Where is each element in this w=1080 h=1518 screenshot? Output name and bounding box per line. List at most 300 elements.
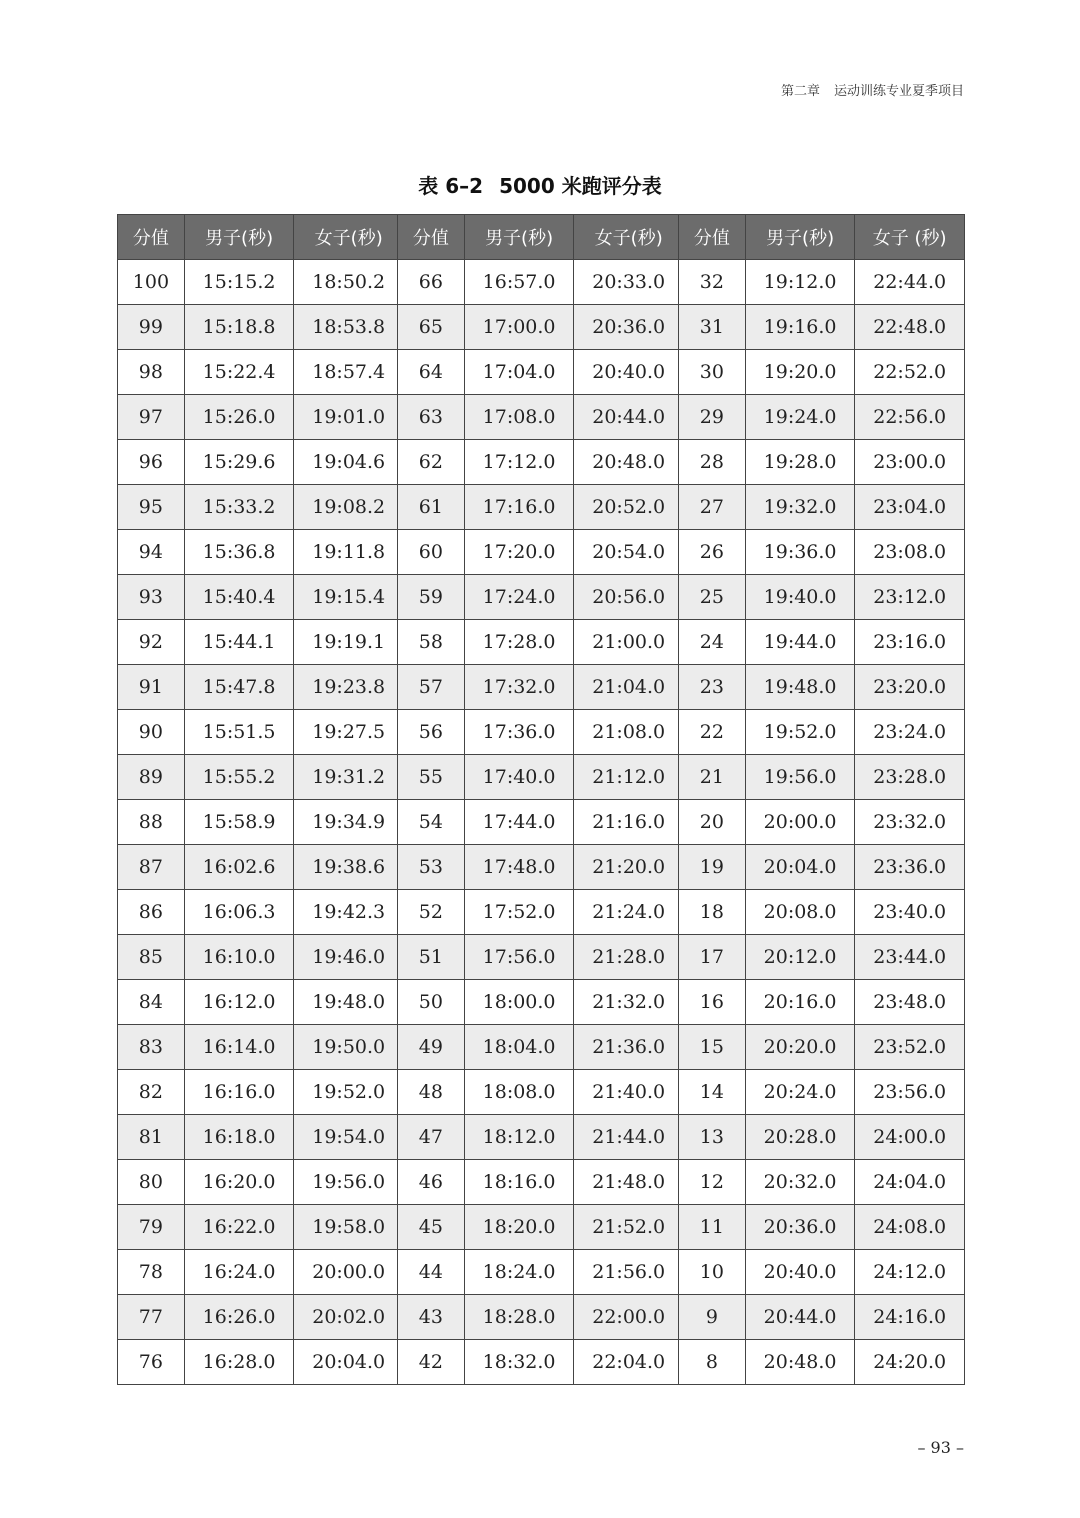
table-row xyxy=(398,575,684,620)
men-time-cell: 17:36.0 xyxy=(464,710,574,755)
women-time-cell: 24:00.0 xyxy=(855,1115,965,1160)
women-time-cell: 19:48.0 xyxy=(294,980,404,1025)
table-row xyxy=(679,665,965,710)
women-time-cell: 18:53.8 xyxy=(294,305,404,350)
table-row xyxy=(398,620,684,665)
men-time-cell: 15:58.9 xyxy=(184,800,294,845)
chapter-label: 第二章 xyxy=(780,84,820,99)
men-time-cell: 15:51.5 xyxy=(184,710,294,755)
score-cell: 56 xyxy=(398,710,465,755)
women-time-cell: 23:28.0 xyxy=(855,755,965,800)
women-time-cell: 20:40.0 xyxy=(574,350,684,395)
women-time-cell: 18:57.4 xyxy=(294,350,404,395)
header-women: 女子(秒) xyxy=(574,215,684,260)
score-cell: 53 xyxy=(398,845,465,890)
women-time-cell: 20:33.0 xyxy=(574,260,684,305)
women-time-cell: 20:36.0 xyxy=(574,305,684,350)
score-cell: 98 xyxy=(118,350,185,395)
table-number: 表 6–2 xyxy=(418,174,484,198)
score-cell: 99 xyxy=(118,305,185,350)
table-row xyxy=(398,350,684,395)
women-time-cell: 21:04.0 xyxy=(574,665,684,710)
women-time-cell: 21:56.0 xyxy=(574,1250,684,1295)
women-time-cell: 24:16.0 xyxy=(855,1295,965,1340)
men-time-cell: 20:08.0 xyxy=(745,890,855,935)
men-time-cell: 19:36.0 xyxy=(745,530,855,575)
women-time-cell: 23:20.0 xyxy=(855,665,965,710)
score-cell: 84 xyxy=(118,980,185,1025)
table-row xyxy=(398,1295,684,1340)
women-time-cell: 19:01.0 xyxy=(294,395,404,440)
table-row xyxy=(118,755,404,800)
men-time-cell: 20:28.0 xyxy=(745,1115,855,1160)
score-cell: 64 xyxy=(398,350,465,395)
women-time-cell: 21:24.0 xyxy=(574,890,684,935)
score-cell: 65 xyxy=(398,305,465,350)
score-cell: 24 xyxy=(679,620,746,665)
women-time-cell: 20:00.0 xyxy=(294,1250,404,1295)
women-time-cell: 23:56.0 xyxy=(855,1070,965,1115)
table-row xyxy=(679,845,965,890)
women-time-cell: 22:44.0 xyxy=(855,260,965,305)
table-row xyxy=(679,1295,965,1340)
women-time-cell: 23:12.0 xyxy=(855,575,965,620)
table-row xyxy=(679,485,965,530)
men-time-cell: 19:28.0 xyxy=(745,440,855,485)
table-row xyxy=(118,1115,404,1160)
women-time-cell: 23:44.0 xyxy=(855,935,965,980)
table-row xyxy=(398,665,684,710)
table-row xyxy=(118,575,404,620)
header-women: 女子 (秒) xyxy=(855,215,965,260)
score-table-block-1 xyxy=(117,214,404,1385)
women-time-cell: 23:00.0 xyxy=(855,440,965,485)
score-cell: 66 xyxy=(398,260,465,305)
table-header-row xyxy=(398,215,684,260)
women-time-cell: 22:52.0 xyxy=(855,350,965,395)
score-cell: 78 xyxy=(118,1250,185,1295)
women-time-cell: 21:12.0 xyxy=(574,755,684,800)
women-time-cell: 23:36.0 xyxy=(855,845,965,890)
men-time-cell: 19:48.0 xyxy=(745,665,855,710)
table-row xyxy=(118,800,404,845)
score-cell: 31 xyxy=(679,305,746,350)
table-row xyxy=(398,530,684,575)
women-time-cell: 19:08.2 xyxy=(294,485,404,530)
men-time-cell: 20:16.0 xyxy=(745,980,855,1025)
table-row xyxy=(398,1025,684,1070)
women-time-cell: 23:04.0 xyxy=(855,485,965,530)
header-men: 男子(秒) xyxy=(464,215,574,260)
score-cell: 95 xyxy=(118,485,185,530)
men-time-cell: 18:20.0 xyxy=(464,1205,574,1250)
score-cell: 92 xyxy=(118,620,185,665)
table-row xyxy=(118,935,404,980)
score-cell: 63 xyxy=(398,395,465,440)
table-row xyxy=(398,1250,684,1295)
men-time-cell: 15:26.0 xyxy=(184,395,294,440)
table-row xyxy=(118,845,404,890)
men-time-cell: 16:10.0 xyxy=(184,935,294,980)
score-cell: 61 xyxy=(398,485,465,530)
table-row xyxy=(679,530,965,575)
score-cell: 17 xyxy=(679,935,746,980)
score-cell: 58 xyxy=(398,620,465,665)
score-cell: 80 xyxy=(118,1160,185,1205)
score-cell: 12 xyxy=(679,1160,746,1205)
table-row xyxy=(679,260,965,305)
score-cell: 77 xyxy=(118,1295,185,1340)
table-row xyxy=(679,305,965,350)
table-row xyxy=(398,395,684,440)
table-header-row xyxy=(679,215,965,260)
men-time-cell: 18:12.0 xyxy=(464,1115,574,1160)
score-cell: 94 xyxy=(118,530,185,575)
women-time-cell: 19:56.0 xyxy=(294,1160,404,1205)
men-time-cell: 17:20.0 xyxy=(464,530,574,575)
table-row xyxy=(398,710,684,755)
section-label: 运动训练专业夏季项目 xyxy=(833,84,964,99)
header-score: 分值 xyxy=(679,215,746,260)
table-row xyxy=(679,1115,965,1160)
women-time-cell: 19:50.0 xyxy=(294,1025,404,1070)
men-time-cell: 18:00.0 xyxy=(464,980,574,1025)
table-row xyxy=(398,260,684,305)
score-cell: 88 xyxy=(118,800,185,845)
score-cell: 62 xyxy=(398,440,465,485)
women-time-cell: 19:31.2 xyxy=(294,755,404,800)
men-time-cell: 18:28.0 xyxy=(464,1295,574,1340)
men-time-cell: 15:47.8 xyxy=(184,665,294,710)
table-title xyxy=(0,170,1080,199)
women-time-cell: 20:56.0 xyxy=(574,575,684,620)
men-time-cell: 17:04.0 xyxy=(464,350,574,395)
score-cell: 29 xyxy=(679,395,746,440)
men-time-cell: 17:00.0 xyxy=(464,305,574,350)
men-time-cell: 18:08.0 xyxy=(464,1070,574,1115)
women-time-cell: 19:11.8 xyxy=(294,530,404,575)
running-head xyxy=(781,80,964,99)
men-time-cell: 16:16.0 xyxy=(184,1070,294,1115)
table-row xyxy=(679,620,965,665)
men-time-cell: 18:24.0 xyxy=(464,1250,574,1295)
score-cell: 19 xyxy=(679,845,746,890)
score-cell: 96 xyxy=(118,440,185,485)
table-row xyxy=(398,800,684,845)
men-time-cell: 19:40.0 xyxy=(745,575,855,620)
men-time-cell: 20:04.0 xyxy=(745,845,855,890)
men-time-cell: 20:48.0 xyxy=(745,1340,855,1385)
score-cell: 14 xyxy=(679,1070,746,1115)
table-row xyxy=(398,755,684,800)
women-time-cell: 21:20.0 xyxy=(574,845,684,890)
score-cell: 43 xyxy=(398,1295,465,1340)
score-cell: 9 xyxy=(679,1295,746,1340)
women-time-cell: 20:44.0 xyxy=(574,395,684,440)
men-time-cell: 15:29.6 xyxy=(184,440,294,485)
table-row xyxy=(398,1160,684,1205)
women-time-cell: 22:48.0 xyxy=(855,305,965,350)
header-score: 分值 xyxy=(118,215,185,260)
score-cell: 81 xyxy=(118,1115,185,1160)
men-time-cell: 16:06.3 xyxy=(184,890,294,935)
score-cell: 100 xyxy=(118,260,185,305)
women-time-cell: 19:23.8 xyxy=(294,665,404,710)
women-time-cell: 24:20.0 xyxy=(855,1340,965,1385)
women-time-cell: 22:56.0 xyxy=(855,395,965,440)
score-cell: 91 xyxy=(118,665,185,710)
women-time-cell: 20:02.0 xyxy=(294,1295,404,1340)
score-cell: 10 xyxy=(679,1250,746,1295)
table-row xyxy=(398,980,684,1025)
score-cell: 20 xyxy=(679,800,746,845)
men-time-cell: 20:00.0 xyxy=(745,800,855,845)
men-time-cell: 15:36.8 xyxy=(184,530,294,575)
score-cell: 83 xyxy=(118,1025,185,1070)
table-row xyxy=(118,1205,404,1250)
table-row xyxy=(679,1340,965,1385)
table-row xyxy=(679,1070,965,1115)
men-time-cell: 19:44.0 xyxy=(745,620,855,665)
score-cell: 59 xyxy=(398,575,465,620)
score-cell: 42 xyxy=(398,1340,465,1385)
women-time-cell: 24:08.0 xyxy=(855,1205,965,1250)
men-time-cell: 16:12.0 xyxy=(184,980,294,1025)
women-time-cell: 23:16.0 xyxy=(855,620,965,665)
score-cell: 97 xyxy=(118,395,185,440)
women-time-cell: 22:00.0 xyxy=(574,1295,684,1340)
page-number: – 93 – xyxy=(917,1438,964,1457)
score-cell: 26 xyxy=(679,530,746,575)
men-time-cell: 20:36.0 xyxy=(745,1205,855,1250)
men-time-cell: 16:20.0 xyxy=(184,1160,294,1205)
table-row xyxy=(118,350,404,395)
score-cell: 85 xyxy=(118,935,185,980)
score-cell: 55 xyxy=(398,755,465,800)
table-row xyxy=(118,710,404,755)
table-row xyxy=(679,440,965,485)
table-row xyxy=(679,350,965,395)
score-cell: 30 xyxy=(679,350,746,395)
women-time-cell: 20:48.0 xyxy=(574,440,684,485)
men-time-cell: 17:40.0 xyxy=(464,755,574,800)
table-row xyxy=(679,395,965,440)
table-row xyxy=(398,845,684,890)
women-time-cell: 18:50.2 xyxy=(294,260,404,305)
table-row xyxy=(118,620,404,665)
men-time-cell: 15:55.2 xyxy=(184,755,294,800)
table-row xyxy=(398,935,684,980)
men-time-cell: 15:18.8 xyxy=(184,305,294,350)
table-row xyxy=(118,1250,404,1295)
table-row xyxy=(118,260,404,305)
score-cell: 27 xyxy=(679,485,746,530)
women-time-cell: 19:38.6 xyxy=(294,845,404,890)
women-time-cell: 21:40.0 xyxy=(574,1070,684,1115)
score-cell: 23 xyxy=(679,665,746,710)
men-time-cell: 19:16.0 xyxy=(745,305,855,350)
women-time-cell: 21:36.0 xyxy=(574,1025,684,1070)
score-cell: 32 xyxy=(679,260,746,305)
women-time-cell: 23:48.0 xyxy=(855,980,965,1025)
men-time-cell: 16:02.6 xyxy=(184,845,294,890)
score-table-block-2 xyxy=(397,214,684,1385)
table-row xyxy=(118,890,404,935)
women-time-cell: 21:00.0 xyxy=(574,620,684,665)
table-row xyxy=(398,890,684,935)
score-cell: 13 xyxy=(679,1115,746,1160)
men-time-cell: 15:40.4 xyxy=(184,575,294,620)
score-cell: 8 xyxy=(679,1340,746,1385)
women-time-cell: 19:52.0 xyxy=(294,1070,404,1115)
women-time-cell: 19:46.0 xyxy=(294,935,404,980)
men-time-cell: 20:12.0 xyxy=(745,935,855,980)
men-time-cell: 19:32.0 xyxy=(745,485,855,530)
table-row xyxy=(398,440,684,485)
men-time-cell: 19:12.0 xyxy=(745,260,855,305)
table-header-row xyxy=(118,215,404,260)
women-time-cell: 20:04.0 xyxy=(294,1340,404,1385)
score-cell: 50 xyxy=(398,980,465,1025)
table-row xyxy=(118,1295,404,1340)
women-time-cell: 24:04.0 xyxy=(855,1160,965,1205)
table-row xyxy=(118,305,404,350)
men-time-cell: 17:44.0 xyxy=(464,800,574,845)
score-cell: 11 xyxy=(679,1205,746,1250)
score-cell: 48 xyxy=(398,1070,465,1115)
table-name: 5000 米跑评分表 xyxy=(499,174,662,198)
score-cell: 87 xyxy=(118,845,185,890)
men-time-cell: 18:04.0 xyxy=(464,1025,574,1070)
score-table-block-3 xyxy=(678,214,965,1385)
women-time-cell: 19:42.3 xyxy=(294,890,404,935)
score-cell: 90 xyxy=(118,710,185,755)
table-row xyxy=(118,395,404,440)
score-cell: 46 xyxy=(398,1160,465,1205)
women-time-cell: 21:44.0 xyxy=(574,1115,684,1160)
men-time-cell: 17:16.0 xyxy=(464,485,574,530)
table-row xyxy=(118,440,404,485)
women-time-cell: 19:34.9 xyxy=(294,800,404,845)
table-row xyxy=(118,1070,404,1115)
men-time-cell: 15:33.2 xyxy=(184,485,294,530)
men-time-cell: 15:22.4 xyxy=(184,350,294,395)
score-cell: 89 xyxy=(118,755,185,800)
women-time-cell: 19:19.1 xyxy=(294,620,404,665)
women-time-cell: 20:54.0 xyxy=(574,530,684,575)
men-time-cell: 16:24.0 xyxy=(184,1250,294,1295)
women-time-cell: 21:48.0 xyxy=(574,1160,684,1205)
header-men: 男子(秒) xyxy=(745,215,855,260)
score-cell: 44 xyxy=(398,1250,465,1295)
header-women: 女子(秒) xyxy=(294,215,404,260)
men-time-cell: 17:52.0 xyxy=(464,890,574,935)
table-row xyxy=(679,980,965,1025)
table-row xyxy=(118,1340,404,1385)
women-time-cell: 21:52.0 xyxy=(574,1205,684,1250)
men-time-cell: 17:56.0 xyxy=(464,935,574,980)
women-time-cell: 19:27.5 xyxy=(294,710,404,755)
table-row xyxy=(118,1025,404,1070)
men-time-cell: 17:32.0 xyxy=(464,665,574,710)
table-row xyxy=(679,890,965,935)
header-men: 男子(秒) xyxy=(184,215,294,260)
table-row xyxy=(118,530,404,575)
score-cell: 52 xyxy=(398,890,465,935)
score-cell: 18 xyxy=(679,890,746,935)
table-row xyxy=(118,665,404,710)
table-row xyxy=(679,1160,965,1205)
men-time-cell: 19:24.0 xyxy=(745,395,855,440)
score-cell: 16 xyxy=(679,980,746,1025)
men-time-cell: 19:56.0 xyxy=(745,755,855,800)
table-row xyxy=(679,1250,965,1295)
table-row xyxy=(398,305,684,350)
women-time-cell: 19:58.0 xyxy=(294,1205,404,1250)
men-time-cell: 19:52.0 xyxy=(745,710,855,755)
score-cell: 49 xyxy=(398,1025,465,1070)
men-time-cell: 20:20.0 xyxy=(745,1025,855,1070)
score-cell: 76 xyxy=(118,1340,185,1385)
score-cell: 54 xyxy=(398,800,465,845)
women-time-cell: 23:08.0 xyxy=(855,530,965,575)
score-cell: 25 xyxy=(679,575,746,620)
table-row xyxy=(679,1025,965,1070)
table-row xyxy=(118,485,404,530)
women-time-cell: 21:16.0 xyxy=(574,800,684,845)
men-time-cell: 17:12.0 xyxy=(464,440,574,485)
women-time-cell: 19:04.6 xyxy=(294,440,404,485)
women-time-cell: 21:08.0 xyxy=(574,710,684,755)
score-cell: 47 xyxy=(398,1115,465,1160)
men-time-cell: 16:22.0 xyxy=(184,1205,294,1250)
table-row xyxy=(679,1205,965,1250)
men-time-cell: 16:28.0 xyxy=(184,1340,294,1385)
women-time-cell: 24:12.0 xyxy=(855,1250,965,1295)
men-time-cell: 16:14.0 xyxy=(184,1025,294,1070)
women-time-cell: 19:15.4 xyxy=(294,575,404,620)
header-score: 分值 xyxy=(398,215,465,260)
table-row xyxy=(679,800,965,845)
men-time-cell: 15:15.2 xyxy=(184,260,294,305)
table-row xyxy=(679,710,965,755)
men-time-cell: 17:24.0 xyxy=(464,575,574,620)
men-time-cell: 19:20.0 xyxy=(745,350,855,395)
table-row xyxy=(398,1205,684,1250)
score-cell: 57 xyxy=(398,665,465,710)
men-time-cell: 15:44.1 xyxy=(184,620,294,665)
score-cell: 45 xyxy=(398,1205,465,1250)
score-cell: 93 xyxy=(118,575,185,620)
men-time-cell: 20:32.0 xyxy=(745,1160,855,1205)
table-row xyxy=(679,755,965,800)
score-cell: 82 xyxy=(118,1070,185,1115)
score-cell: 28 xyxy=(679,440,746,485)
women-time-cell: 22:04.0 xyxy=(574,1340,684,1385)
table-row xyxy=(398,1340,684,1385)
men-time-cell: 18:32.0 xyxy=(464,1340,574,1385)
table-row xyxy=(679,575,965,620)
score-cell: 79 xyxy=(118,1205,185,1250)
women-time-cell: 23:52.0 xyxy=(855,1025,965,1070)
women-time-cell: 23:24.0 xyxy=(855,710,965,755)
score-cell: 60 xyxy=(398,530,465,575)
table-row xyxy=(118,1160,404,1205)
men-time-cell: 16:26.0 xyxy=(184,1295,294,1340)
men-time-cell: 17:48.0 xyxy=(464,845,574,890)
women-time-cell: 23:40.0 xyxy=(855,890,965,935)
men-time-cell: 17:28.0 xyxy=(464,620,574,665)
